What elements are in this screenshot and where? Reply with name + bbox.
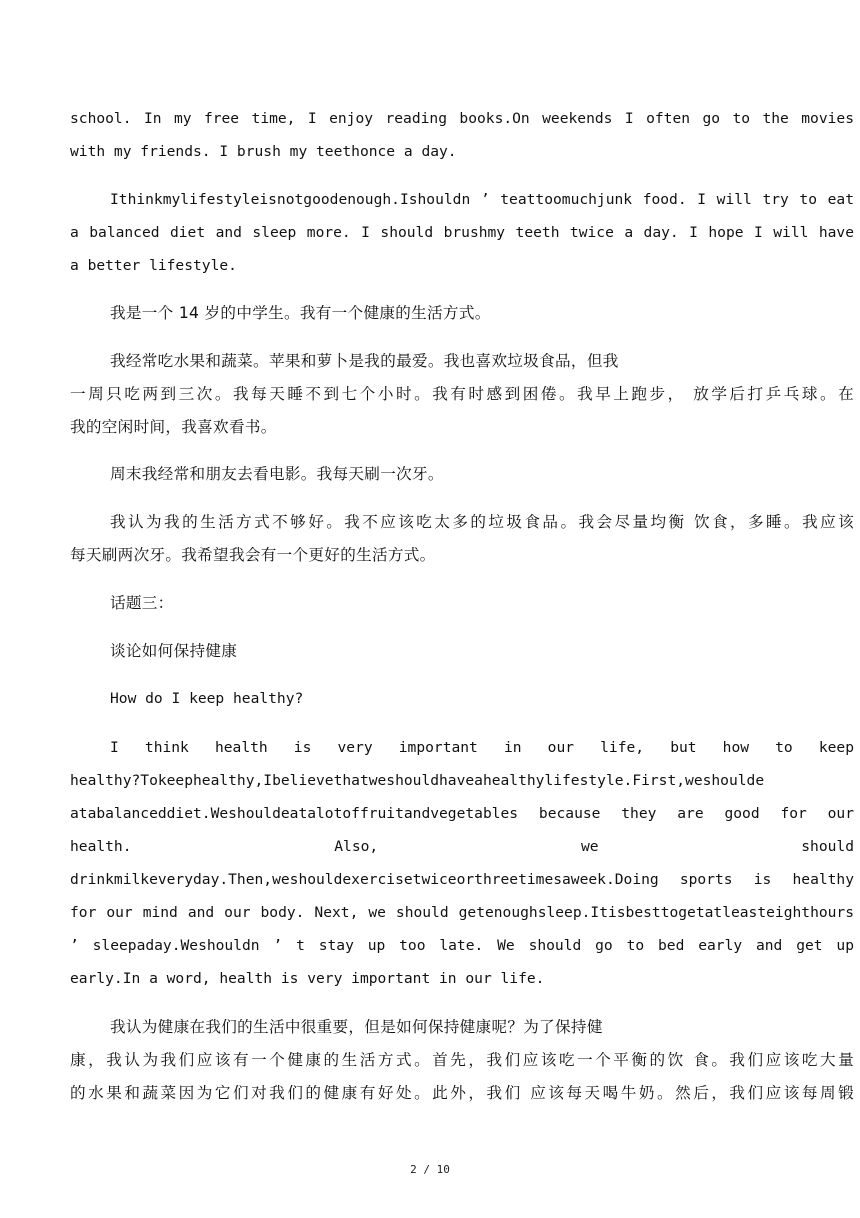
- text-line: 康，我认为我们应该有一个健康的生活方式。首先，我们应该吃一个平衡的饮 食。我们应该吃大量: [70, 1051, 854, 1069]
- topic-heading: 话题三：: [110, 594, 174, 612]
- page-number: 2 / 10: [410, 1163, 450, 1176]
- text-line: for our mind and our body. Next, we should getenoughsleep.Itisbesttogetatleasteighthours: [70, 904, 854, 921]
- text-line: early.In a word, health is very important in our life.: [70, 970, 545, 987]
- text-line: 我是一个 14 岁的中学生。我有一个健康的生活方式。: [110, 304, 491, 322]
- text-line: atabalanceddiet.Weshouldeatalotoffruitandvegetables because they are good for our: [70, 805, 854, 822]
- text-line: with my friends. I brush my teethonce a day.: [70, 143, 457, 160]
- text-line: 我的空闲时间，我喜欢看书。: [70, 418, 277, 436]
- topic-question: How do I keep healthy?: [110, 690, 304, 707]
- topic-title: 谈论如何保持健康: [110, 642, 238, 660]
- text-line: 我认为健康在我们的生活中很重要，但是如何保持健康呢？为了保持健: [110, 1018, 603, 1036]
- text-line: 我经常吃水果和蔬菜。苹果和萝卜是我的最爱。我也喜欢垃圾食品，但我: [110, 352, 619, 370]
- text-line: 周末我经常和朋友去看电影。我每天刷一次牙。: [110, 465, 444, 483]
- text-line: 我认为我的生活方式不够好。我不应该吃太多的垃圾食品。我会尽量均衡 饮食，多睡。我应该: [110, 513, 854, 531]
- text-line: drinkmilkeveryday.Then,weshouldexercisetwiceorthreetimesaweek.Doing sports is healthy: [70, 871, 854, 888]
- text-line: health. Also, we should: [70, 838, 854, 855]
- text-line: 的水果和蔬菜因为它们对我们的健康有好处。此外，我们 应该每天喝牛奶。然后，我们应该每周锻: [70, 1084, 854, 1102]
- text-line: ’ sleepaday.Weshouldn ’ t stay up too late. We should go to bed early and get up: [70, 937, 854, 954]
- text-line: I think health is very important in our life, but how to keep: [110, 739, 854, 756]
- text-line: healthy?Tokeephealthy,Ibelievethatweshouldhaveahealthylifestyle.First,weshoulde: [70, 772, 765, 789]
- text-line: 一周只吃两到三次。我每天睡不到七个小时。我有时感到困倦。我早上跑步， 放学后打乒乓球。在: [70, 385, 854, 403]
- text-line: school. In my free time, I enjoy reading books.On weekends I often go to the movies: [70, 110, 854, 127]
- text-line: 每天刷两次牙。我希望我会有一个更好的生活方式。: [70, 546, 436, 564]
- text-line: a balanced diet and sleep more. I should brushmy teeth twice a day. I hope I will have: [70, 224, 854, 241]
- text-line: a better lifestyle.: [70, 257, 237, 274]
- text-line: Ithinkmylifestyleisnotgoodenough.Ishouldn ’ teattoomuchjunk food. I will try to eat: [110, 191, 854, 208]
